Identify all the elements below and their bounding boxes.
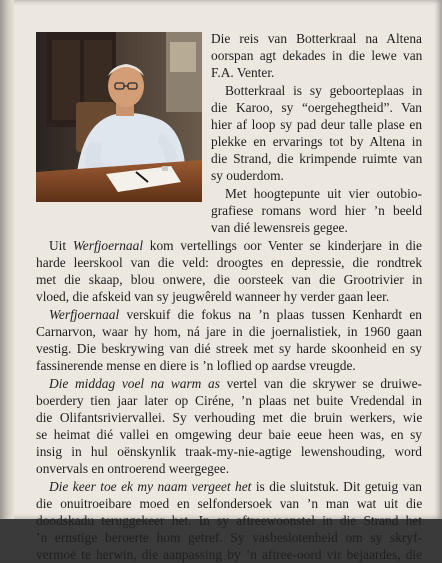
book-title: Die middag voel na warm as (49, 376, 220, 391)
intro-line: Die reis van Botterkraal na Altena (211, 31, 422, 46)
intro-line: F.A. Venter. (211, 65, 275, 80)
para5-line: Carnarvon, waar hy hom, ná jare in die joernalistiek, in 1960 gaan (36, 324, 422, 339)
para4-line: Uit Werfjoernaal kom vertellings oor Venter se kinderjare in die (49, 238, 423, 253)
para5-line: vestig. Die beskrywing van dié streek met sy harde skoonheid en sy (36, 341, 422, 356)
intro-line: oorspan agt dekades in die lewe van (211, 48, 423, 63)
para7-line: doodskadu teruggekeer het. In sy aftreewoonstel in die Strand het (36, 513, 423, 528)
para5-line: Werfjoernaal verskuif die fokus na ’n plaas tussen Kenhardt en (49, 307, 422, 322)
para3-line: Met hoogtepunte uit vier outobio- (225, 186, 422, 201)
para6-line: onvervals en ontroerend weergegee. (36, 461, 230, 476)
para2-line: die Karoo, sy “oergehegtheid”. Van (211, 100, 422, 115)
para4-line: harde leerskool van die veld: droogtes en depressie, die rondtrek (36, 255, 423, 270)
para7-line: die onuitroeibare moed en selfondersoek van ’n man wat uit die (36, 496, 423, 511)
para7-line: vermoë te herwin, die aanpassing by ’n aftree-oord vir bejaardes, die (36, 547, 423, 562)
book-title: Werfjoernaal (72, 238, 144, 253)
para6-line: die Olifantsriviervallei. Sy verhouding met die bruin werkers, wie (36, 410, 423, 425)
book-title: Werfjoernaal (49, 307, 120, 322)
page-edge-shadow (0, 0, 14, 519)
para3-line: grafiese romans word hier ’n beeld (211, 203, 423, 218)
para6-line: Die middag voel na warm as vertel van die skrywer se druiwe- (49, 376, 422, 391)
para5-line: fassinerende mense en diere is ’n loflied op aardse vreugde. (36, 358, 356, 373)
para6-line: boerdery tien jaar later op Ciréne, ’n plaas net buite Vredendal in (36, 393, 422, 408)
para2-line: Botterkraal is sy geboorteplaas in (225, 83, 423, 98)
para4-line: met die skaap, blou onwere, die oorsteek van die Grootrivier in (36, 272, 423, 287)
para3-line: van dié lewensreis gegee. (211, 220, 348, 235)
para6-line: insig in hul oënskynlik traak-my-nie-agtige lewenshouding, word (36, 444, 422, 459)
para7-line: ’n ernstige beroerte hom getref. Sy vasbeslotenheid om sy skryf- (36, 530, 422, 545)
para2-line: hier af loop sy pad deur talle plase en (211, 117, 423, 132)
para2-line: plekke en ervarings tot by Altena in (211, 134, 423, 149)
author-photo (36, 32, 202, 202)
para4-line: vloed, die afskeid van sy jeugwêreld wanneer hy verder gaan leer. (36, 289, 390, 304)
para6-line: se heimat dié vallei en omgewing deur baie eeue heen was, en sy (36, 427, 422, 442)
para2-line: die Strand, die krimpende ruimte van (211, 151, 423, 166)
para7-line: Die keer toe ek my naam vergeet het is die sluitstuk. Dit getuig van (49, 479, 422, 494)
para2-line: sy ouderdom. (211, 168, 284, 183)
book-title: Die keer toe ek my naam vergeet het (49, 479, 252, 494)
